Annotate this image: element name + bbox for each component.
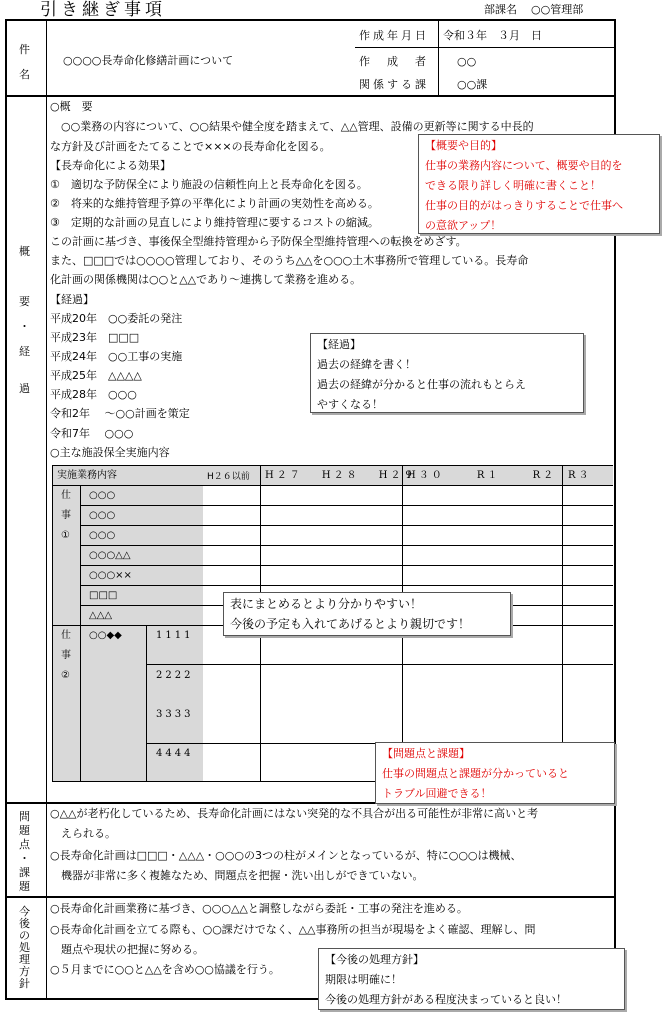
section-divider-1 (5, 95, 616, 97)
issues-line: えられる。 (50, 827, 116, 840)
callout-purpose-line: 仕事の目的がはっきりすることで仕事へ (425, 199, 623, 212)
group1-item: △△△ (89, 610, 113, 621)
item-column-shading (52, 466, 203, 781)
group2-sub-item: 4444 (156, 748, 194, 759)
group2-label-3: ② (61, 670, 70, 681)
issues-label-char: 課 (19, 866, 30, 879)
subject-label-1: 件 (19, 43, 30, 56)
policy-line: ○５月までに○○と△△を含め○○協議を行う。 (50, 963, 280, 976)
callout-issues-line: トラブル回避できる！ (382, 787, 492, 800)
policy-label-char: 処 (19, 941, 30, 954)
group1-label-3: ① (61, 530, 70, 541)
callout-purpose-line: 【概要や目的】 (425, 139, 502, 152)
related-dept-value: ○○課 (457, 78, 488, 91)
overview-line: また、□□□では○○○○管理しており、そのうち△△を○○○土木事務所で管理している。長寿命 (50, 254, 529, 267)
created-date-label: 作成年月日 (359, 29, 429, 42)
policy-label-char: 今 (19, 905, 30, 918)
table-top-border (52, 465, 613, 466)
issues-line: 機器が非常に多く複雑なため、問題点を把握・洗い出しができていない。 (50, 869, 424, 882)
dept-label: 部課名 (484, 3, 517, 16)
callout-history (310, 333, 584, 413)
callout-issues (375, 742, 615, 804)
table-header-item: 実施業務内容 (57, 470, 117, 481)
group1-item: ○○○ (89, 530, 116, 541)
overview-line: 平成28年 ○○○ (50, 388, 137, 401)
overview-line: ② 将来的な維持管理予算の平準化により計画の実効性を高める。 (50, 197, 379, 210)
group1-item: ○○○△△ (89, 550, 131, 561)
overview-line: 平成25年 △△△△ (50, 369, 142, 382)
group1-item: ○○○ (89, 490, 116, 501)
group2-sub-item: 3333 (156, 709, 194, 720)
issues-label-char: 題 (19, 824, 30, 837)
callout-purpose-line: の意欲アップ！ (425, 219, 502, 232)
issues-label-char: 点 (19, 838, 30, 851)
callout-policy-line: 期限は明確に！ (325, 973, 402, 986)
group2-sub-item: 2222 (156, 670, 194, 681)
row-line (146, 664, 613, 665)
group2-item: ○○◆◆ (89, 630, 122, 641)
issues-line: ○長寿命化計画は□□□・△△△・○○○の3つの柱がメインとなっているが、特に○○○は機械、 (50, 849, 522, 862)
related-dept-label: 関係する課 (359, 78, 429, 91)
policy-label-char: 針 (19, 977, 30, 990)
table-header-r3: R３ (568, 470, 592, 481)
author-label: 作 成 者 (359, 55, 429, 68)
group1-item: ○○○×× (89, 570, 132, 581)
subject-value: ○○○○長寿命化修繕計画について (63, 54, 234, 67)
overview-label-3: ・ (19, 320, 30, 333)
policy-label-char: の (19, 929, 30, 942)
meta-divider (438, 20, 439, 96)
group1-label-2: 事 (61, 510, 71, 521)
callout-history-line: やすくなる！ (317, 398, 383, 411)
overview-line: ○概 要 (50, 100, 93, 113)
overview-line: 化計画の関係機関は○○と△△であり～連携して業務を進める。 (50, 273, 362, 286)
callout-purpose-line: 仕事の業務内容について、概要や目的を (425, 159, 623, 172)
overview-line: ○主な施設保全実施内容 (50, 446, 170, 459)
author-value: ○○ (457, 55, 477, 68)
policy-label-char: 後 (19, 917, 30, 930)
label-column-divider (46, 20, 47, 999)
policy-line: ○長寿命化計画業務に基づき、○○○△△と調整しながら委託・工事の発注を進める。 (50, 902, 468, 915)
created-date-value: 令和３年 ３月 日 (443, 29, 542, 42)
table-header-h26: H２６以前 (207, 472, 250, 482)
overview-line: 【長寿命化による効果】 (50, 159, 171, 172)
callout-history-line: 過去の経緯が分かると仕事の流れもとらえ (317, 378, 526, 391)
overview-line: ○○業務の内容について、○○結果や健全度を踏まえて、△△管理、設備の更新等に関する中長的 (50, 120, 534, 133)
dept-value: ○○管理部 (531, 3, 584, 16)
group2-label-1: 仕 (61, 630, 71, 641)
policy-line: 題点や現状の把握に努める。 (50, 943, 204, 956)
callout-purpose-line: できる限り詳しく明確に書くこと！ (425, 179, 601, 192)
table-header-border (52, 485, 613, 486)
meta-row-divider (355, 47, 615, 48)
policy-label-char: 方 (19, 965, 30, 978)
row-line (80, 505, 613, 506)
row-line (80, 525, 613, 526)
policy-label-char: 理 (19, 953, 30, 966)
callout-policy (318, 948, 625, 1010)
group2-sub-item: 1111 (156, 630, 194, 641)
table-header-h30-r2: H３０ R１ R２ (407, 470, 557, 481)
overview-label-2: 要 (19, 295, 30, 308)
callout-history-line: 過去の経緯を書く！ (317, 358, 416, 371)
callout-table (223, 592, 511, 636)
overview-line: 平成20年 ○○委託の発注 (50, 312, 183, 325)
document-title: 引き継ぎ事項 (40, 0, 166, 20)
issues-line: ○△△が老朽化しているため、長寿命化計画にはない突発的な不具合が出る可能性が非常に高いと考 (50, 807, 539, 820)
overview-line: 平成24年 ○○工事の実施 (50, 350, 183, 363)
callout-policy-line: 今後の処理方針がある程度決まっていると良い！ (325, 993, 567, 1006)
overview-line: 令和2年 ～○○計画を策定 (50, 407, 190, 420)
overview-line: ③ 定期的な計画の見直しにより維持管理に要するコストの縮減。 (50, 216, 379, 229)
overview-line: この計画に基づき、事後保全型維持管理から予防保全型維持管理への転換をめざす。 (50, 235, 467, 248)
callout-purpose (418, 134, 660, 234)
overview-label-4: 経 (19, 345, 30, 358)
overview-label-5: 過 (19, 382, 30, 395)
overview-line: な方針及び計画をたてることで×××の長寿命化を図る。 (50, 140, 331, 153)
overview-label-1: 概 (19, 245, 30, 258)
callout-table-line: 表にまとめるとより分かりやすい！ (230, 597, 423, 611)
sub-item-divider (146, 625, 147, 781)
overview-line: 平成23年 □□□ (50, 331, 140, 344)
group2-label-2: 事 (61, 650, 71, 661)
callout-policy-line: 【今後の処理方針】 (325, 953, 424, 966)
table-header-h27-h29: H２７ H２８ H２９ (265, 470, 417, 481)
group1-label-1: 仕 (61, 490, 71, 501)
group1-item: ○○○ (89, 510, 116, 521)
callout-table-line: 今後の予定も入れてあげるとより親切です！ (230, 617, 471, 631)
policy-line: ○長寿命化計画を立てる際も、○○課だけでなく、△△事務所の担当が現場をよく確認、理解し、問 (50, 923, 536, 936)
callout-history-line: 【経過】 (317, 338, 361, 351)
subject-label-2: 名 (19, 68, 30, 81)
issues-label-char: 問 (19, 810, 30, 823)
col-divider-3 (562, 465, 563, 781)
callout-issues-line: 仕事の問題点と課題が分かっていると (382, 767, 569, 780)
overview-line: 【経過】 (50, 293, 94, 306)
table-left-border (52, 465, 53, 781)
row-line (80, 545, 613, 546)
issues-label-char: ・ (19, 852, 30, 865)
group1-item: □□□ (89, 590, 118, 601)
row-line (80, 565, 613, 566)
issues-label-char: 題 (19, 880, 30, 893)
callout-issues-line: 【問題点と課題】 (382, 747, 470, 760)
group-label-divider (80, 485, 81, 781)
department (484, 3, 597, 17)
overview-line: 令和7年 ○○○ (50, 427, 134, 440)
overview-line: ① 適切な予防保全により施設の信頼性向上と長寿命化を図る。 (50, 178, 368, 191)
section-divider-3 (5, 896, 616, 898)
row-line (80, 585, 613, 586)
